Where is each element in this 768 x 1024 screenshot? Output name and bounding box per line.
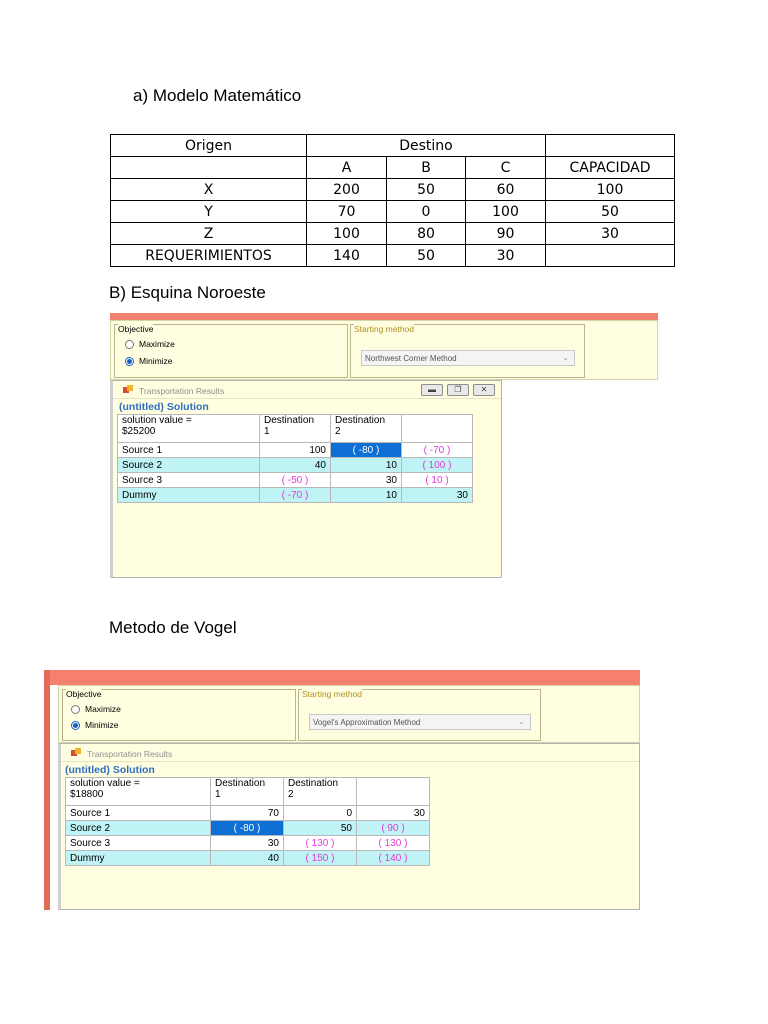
maximize-label: Maximize	[139, 339, 175, 349]
objective-label: Objective	[66, 689, 102, 699]
minimize-label: Minimize	[85, 720, 119, 730]
model-header-row-1	[111, 135, 675, 157]
cell: 50	[387, 179, 466, 201]
maximize-radio[interactable]	[71, 705, 80, 714]
table-row[interactable]	[66, 836, 430, 851]
chevron-down-icon: ⌄	[562, 353, 569, 362]
results-header-row	[66, 778, 430, 806]
cell: 50	[284, 821, 357, 836]
cell: 30	[402, 488, 473, 503]
window-side-stripe	[44, 670, 50, 910]
destination-2-header	[284, 778, 357, 806]
destination-3-header	[402, 415, 473, 443]
destination-2-number: 2	[288, 789, 294, 800]
starting-method-group	[298, 689, 541, 741]
row-label: X	[111, 179, 307, 201]
row-label: Source 3	[66, 836, 211, 851]
table-row[interactable]	[66, 851, 430, 866]
cell: 10	[331, 488, 402, 503]
maximize-radio[interactable]	[125, 340, 134, 349]
results-titlebar	[113, 381, 501, 399]
app-icon	[123, 385, 133, 394]
objective-group	[114, 324, 348, 378]
dest-c-header: C	[466, 157, 546, 179]
starting-method-value: Northwest Corner Method	[365, 354, 457, 363]
cell: ( 140 )	[357, 851, 430, 866]
results-window	[110, 380, 502, 578]
cell: 40	[260, 458, 331, 473]
dest-a-header: A	[307, 157, 387, 179]
math-model-table	[110, 134, 675, 267]
cell	[546, 245, 675, 267]
results-header-row	[118, 415, 473, 443]
cell: ( -70 )	[260, 488, 331, 503]
model-header-row-2	[111, 157, 675, 179]
minimize-label: Minimize	[139, 356, 173, 366]
row-label: Dummy	[118, 488, 260, 503]
window-top-bar	[110, 313, 658, 320]
section-b-heading: B) Esquina Noroeste	[109, 283, 266, 302]
cell: 30	[211, 836, 284, 851]
blank-cell	[111, 157, 307, 179]
row-label: Dummy	[66, 851, 211, 866]
row-label: Source 2	[118, 458, 260, 473]
solution-title: (untitled) Solution	[65, 764, 155, 776]
cell: 0	[387, 201, 466, 223]
cell: 50	[387, 245, 466, 267]
table-row[interactable]	[118, 473, 473, 488]
row-label: Y	[111, 201, 307, 223]
row-label: Source 2	[66, 821, 211, 836]
close-window-icon[interactable]: ✕	[473, 384, 495, 396]
capacidad-header: CAPACIDAD	[546, 157, 675, 179]
starting-method-select[interactable]	[309, 714, 531, 730]
minimize-radio[interactable]	[71, 721, 80, 730]
cell: ( -70 )	[402, 443, 473, 458]
starting-method-select[interactable]	[361, 350, 575, 366]
section-a-title: Modelo Matemático	[152, 86, 302, 105]
objective-group	[62, 689, 296, 741]
table-row[interactable]	[66, 806, 430, 821]
cell: 70	[307, 201, 387, 223]
cell: 90	[466, 223, 546, 245]
cell: ( 130 )	[284, 836, 357, 851]
destination-1-number: 1	[264, 426, 270, 437]
vogel-screenshot	[44, 670, 640, 910]
solution-value-cell	[118, 415, 260, 443]
cell: 200	[307, 179, 387, 201]
model-row-y	[111, 201, 675, 223]
table-row[interactable]	[118, 458, 473, 473]
cell: 40	[211, 851, 284, 866]
destination-2-text: Destination	[288, 778, 339, 789]
cell: 100	[307, 223, 387, 245]
table-row[interactable]	[66, 821, 430, 836]
results-window-title: Transportation Results	[87, 749, 173, 759]
solution-value: $25200	[122, 426, 156, 437]
results-table	[65, 777, 430, 866]
section-a-heading	[133, 86, 301, 106]
window-controls	[421, 384, 495, 396]
objective-panel	[110, 320, 658, 380]
chevron-down-icon: ⌄	[518, 717, 525, 726]
minimize-option[interactable]	[125, 356, 173, 366]
empty-header	[546, 135, 675, 157]
destination-1-number: 1	[215, 789, 221, 800]
destination-1-text: Destination	[215, 778, 266, 789]
cell: 100	[546, 179, 675, 201]
destination-3-header	[357, 778, 430, 806]
destination-2-text: Destination	[335, 415, 386, 426]
destination-1-header	[211, 778, 284, 806]
cell: ( 90 )	[357, 821, 430, 836]
cell: 30	[331, 473, 402, 488]
model-row-requerimientos	[111, 245, 675, 267]
table-row[interactable]	[118, 488, 473, 503]
maximize-option[interactable]	[125, 339, 175, 349]
table-row[interactable]	[118, 443, 473, 458]
cell: 30	[357, 806, 430, 821]
results-window	[58, 743, 640, 910]
minimize-radio[interactable]	[125, 357, 134, 366]
starting-method-group	[350, 324, 585, 378]
cell: 100	[466, 201, 546, 223]
row-label: Source 1	[66, 806, 211, 821]
maximize-option[interactable]	[71, 704, 121, 714]
destination-1-header	[260, 415, 331, 443]
minimize-window-icon[interactable]: ▬	[421, 384, 443, 396]
row-label: REQUERIMIENTOS	[111, 245, 307, 267]
app-icon	[71, 748, 81, 757]
cell: 10	[331, 458, 402, 473]
cell: ( 130 )	[357, 836, 430, 851]
objective-panel	[58, 685, 640, 743]
section-c-heading: Metodo de Vogel	[109, 618, 237, 637]
cell: 80	[387, 223, 466, 245]
results-titlebar	[61, 744, 639, 762]
solution-value-label: solution value =	[122, 415, 192, 426]
objective-label: Objective	[118, 324, 154, 334]
cell: 0	[284, 806, 357, 821]
model-row-z	[111, 223, 675, 245]
dest-b-header: B	[387, 157, 466, 179]
destination-1-text: Destination	[264, 415, 315, 426]
row-label: Source 1	[118, 443, 260, 458]
origen-header: Origen	[111, 135, 307, 157]
solution-value-cell	[66, 778, 211, 806]
selected-cell[interactable]: ( -80 )	[211, 821, 284, 836]
model-row-x	[111, 179, 675, 201]
cell: 50	[546, 201, 675, 223]
cell: 30	[466, 245, 546, 267]
starting-method-label: Starting method	[302, 689, 363, 699]
row-label: Z	[111, 223, 307, 245]
northwest-screenshot	[110, 313, 658, 578]
cell: 100	[260, 443, 331, 458]
cell: 30	[546, 223, 675, 245]
results-window-title: Transportation Results	[139, 386, 225, 396]
solution-value-label: solution value =	[70, 778, 140, 789]
results-table	[117, 414, 473, 503]
maximize-label: Maximize	[85, 704, 121, 714]
destination-2-number: 2	[335, 426, 341, 437]
cell: 70	[211, 806, 284, 821]
cell: ( 150 )	[284, 851, 357, 866]
minimize-option[interactable]	[71, 720, 119, 730]
solution-title: (untitled) Solution	[119, 401, 209, 413]
starting-method-value: Vogel's Approximation Method	[313, 718, 421, 727]
cell: ( 10 )	[402, 473, 473, 488]
solution-value: $18800	[70, 789, 104, 800]
cell: ( 100 )	[402, 458, 473, 473]
cell: 140	[307, 245, 387, 267]
window-top-bar	[44, 670, 640, 685]
cell: 60	[466, 179, 546, 201]
row-label: Source 3	[118, 473, 260, 488]
section-a-marker: a)	[133, 86, 149, 105]
restore-window-icon[interactable]: ❐	[447, 384, 469, 396]
destino-header: Destino	[307, 135, 546, 157]
destination-2-header	[331, 415, 402, 443]
cell: ( -50 )	[260, 473, 331, 488]
starting-method-label: Starting method	[354, 324, 415, 334]
selected-cell[interactable]: ( -80 )	[331, 443, 402, 458]
